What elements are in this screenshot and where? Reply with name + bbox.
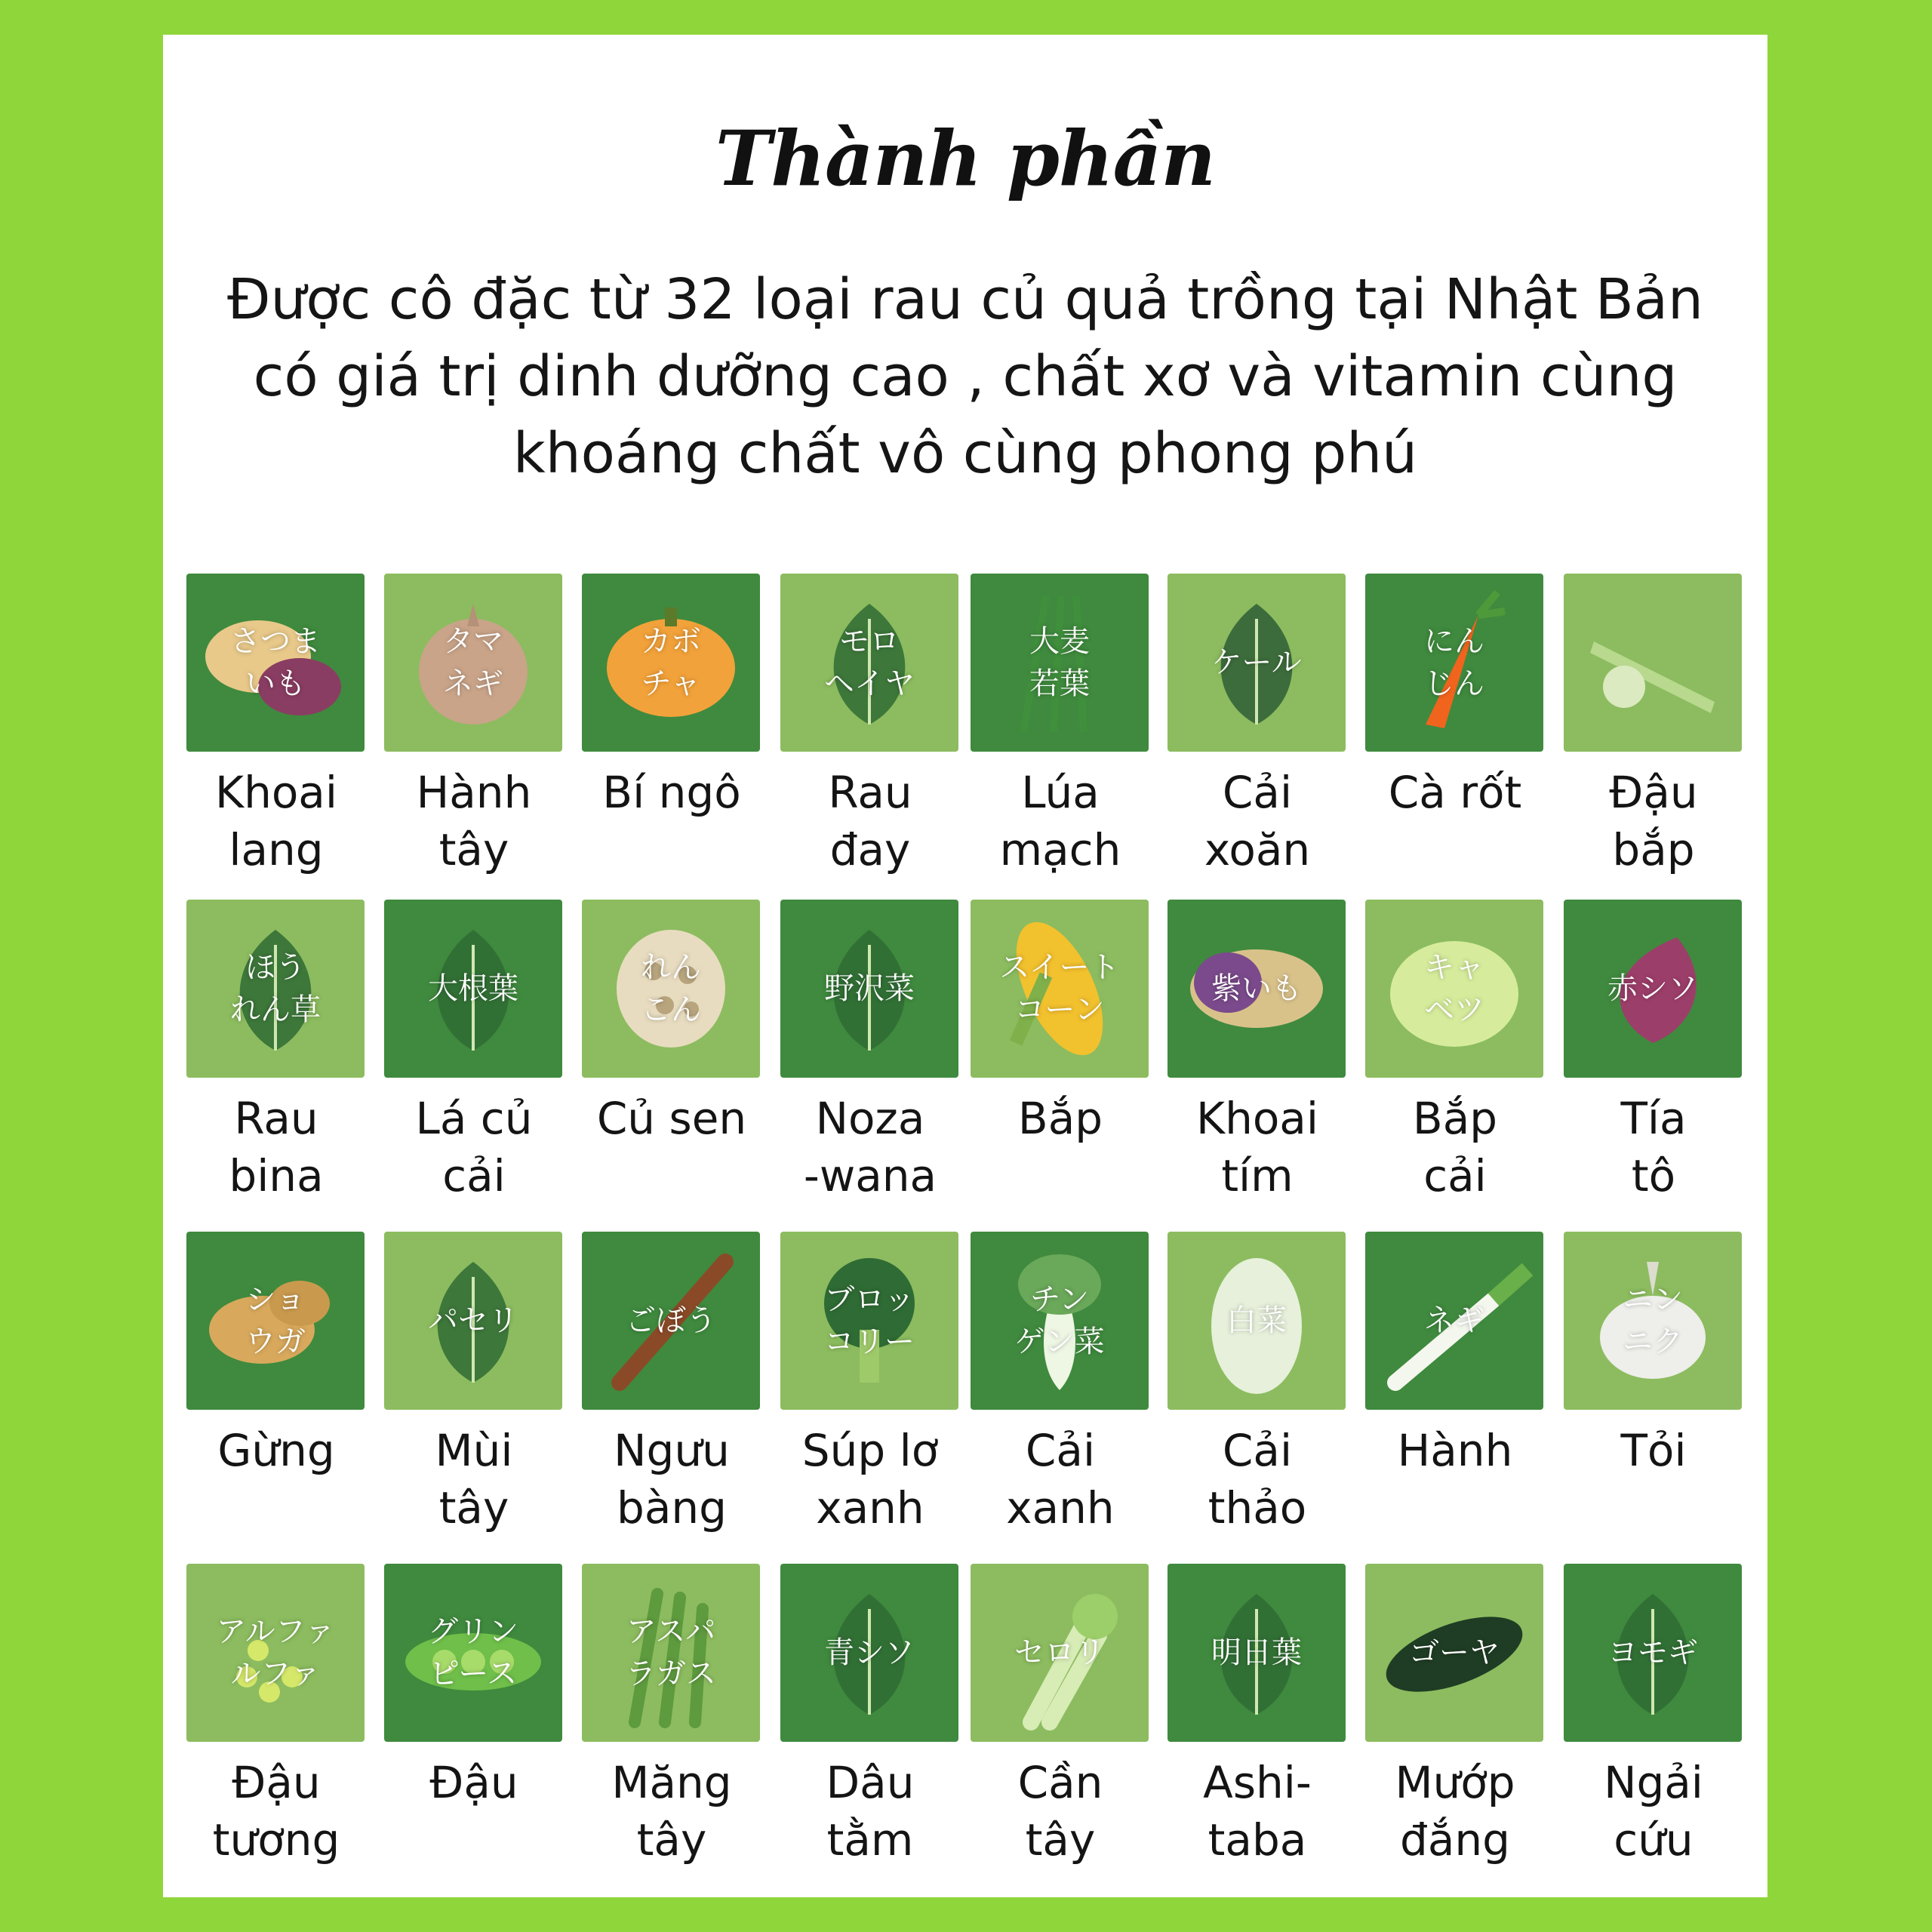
ingredient-item [780,1232,960,1556]
ingredient-item [780,574,960,898]
ingredient-item [1564,1564,1743,1888]
ingredient-item [186,900,366,1224]
ingredient-name: Đậu [429,1757,518,1808]
ingredient-item [1168,1232,1347,1556]
ingredient-item [582,574,761,898]
ingredient-tile [971,1564,1149,1742]
ingredient-item [582,1232,761,1556]
ingredient-name: Cà rốt [1388,767,1522,818]
ingredient-name: Tía tô [1620,1093,1687,1201]
ingredient-japanese-label: ほう れん草 [230,950,321,1027]
ingredient-name: Cải xoăn [1204,767,1311,875]
ingredient-name: Dâu tằm [826,1757,915,1866]
ingredient-japanese-label: モロ ヘイヤ [824,624,915,701]
ingredient-item [384,900,564,1224]
ingredient-name: Súp lơ xanh [801,1425,939,1534]
ingredient-item [384,574,564,898]
ingredient-item [1564,900,1743,1224]
ingredient-name: Lúa mạch [999,767,1121,875]
ingredient-tile [186,574,365,752]
ingredient-japanese-label: ごぼう [626,1303,716,1338]
ingredient-name: Cải xanh [1006,1425,1115,1534]
ingredient-item [1564,574,1743,898]
ingredient-japanese-label: 野沢菜 [824,971,915,1006]
ingredient-name: Hành [1397,1425,1513,1476]
ingredient-item [1168,900,1347,1224]
ingredient-name: Bắp [1017,1093,1103,1144]
ingredient-japanese-label: チン ゲン菜 [1014,1282,1105,1359]
ingredient-japanese-label: ニン ニク [1623,1282,1683,1359]
ingredient-name: Gừng [217,1425,335,1476]
ingredient-item [186,574,366,898]
ingredient-tile [1564,1564,1742,1742]
ingredient-japanese-label: キャ ベツ [1424,950,1484,1027]
ingredient-item [971,574,1150,898]
ingredient-item [582,1564,761,1888]
ingredient-tile [186,1232,365,1410]
ingredient-item [780,1564,960,1888]
ingredient-tile [780,1564,958,1742]
ingredient-name: Đậu tương [212,1757,340,1866]
ingredient-item [384,1232,564,1556]
ingredient-item [1365,1564,1545,1888]
ingredient-name: Rau đay [828,767,912,875]
ingredient-japanese-label: れん こん [641,950,701,1027]
ingredient-japanese-label: ショ ウガ [245,1282,306,1359]
ingredient-name: Cần tây [1017,1757,1103,1866]
ingredient-japanese-label: 紫いも [1211,971,1302,1006]
ingredient-name: Khoai lang [215,767,337,875]
ingredient-tile [1564,900,1742,1078]
ingredient-japanese-label: アスパ ラガス [626,1614,716,1691]
ingredient-name: Ashi- taba [1203,1757,1312,1866]
ingredient-japanese-label: ブロッ コリー [824,1282,915,1359]
ingredient-name: Rau bina [229,1093,324,1201]
ingredient-name: Hành tây [416,767,532,875]
ingredient-japanese-label: ヨモギ [1607,1635,1698,1670]
ingredient-name: Ngưu bàng [614,1425,730,1534]
ingredient-tile [1365,1232,1543,1410]
ingredient-japanese-label: 青シソ [824,1635,915,1670]
ingredient-japanese-label: 大麦 若葉 [1029,624,1090,701]
ingredient-japanese-label: パセリ [428,1303,518,1338]
ingredient-name: Tỏi [1620,1425,1687,1476]
ingredient-tile [1168,1232,1346,1410]
ingredient-name: Bắp cải [1412,1093,1498,1201]
ingredient-japanese-label: ケール [1211,645,1302,680]
ingredient-tile [1168,574,1346,752]
ingredient-name: Mùi tây [435,1425,513,1534]
ingredient-item [1365,900,1545,1224]
ingredient-japanese-label: にん じん [1424,624,1484,701]
ingredient-japanese-label [1571,574,1734,752]
ingredient-tile [1365,900,1543,1078]
ingredient-item [971,900,1150,1224]
ingredient-name: Cải thảo [1208,1425,1307,1534]
ingredient-japanese-label: 白菜 [1226,1303,1287,1338]
ingredient-item [186,1232,366,1556]
ingredient-tile [582,900,760,1078]
ingredient-japanese-label: 大根葉 [428,971,518,1006]
ingredient-grid [186,574,1750,1872]
ingredient-name: Bí ngô [602,767,741,818]
ingredient-name: Khoai tím [1196,1093,1318,1201]
ingredient-japanese-label: ネギ [1424,1303,1484,1338]
ingredient-tile [1365,574,1543,752]
ingredient-item [1168,1564,1347,1888]
ingredient-name: Đậu bắp [1609,767,1698,875]
ingredient-tile [971,1232,1149,1410]
ingredient-tile [384,900,562,1078]
ingredient-tile [1564,1232,1742,1410]
ingredient-tile [384,1564,562,1742]
ingredient-tile [1365,1564,1543,1742]
page-title: Thành phần [715,114,1216,203]
ingredient-name: Mướp đắng [1395,1757,1515,1866]
ingredient-japanese-label: 赤シソ [1607,971,1698,1006]
ingredient-tile [1564,574,1742,752]
ingredient-japanese-label: カボ チャ [641,624,701,701]
ingredient-japanese-label: セロリ [1014,1635,1105,1670]
ingredient-tile [780,1232,958,1410]
ingredient-name: Củ sen [596,1093,747,1144]
ingredient-item [384,1564,564,1888]
ingredient-japanese-label: ゴーヤ [1409,1635,1500,1670]
ingredient-japanese-label: スイート コーン [999,950,1120,1027]
ingredient-item [1365,574,1545,898]
ingredient-tile [971,574,1149,752]
ingredient-item [971,1232,1150,1556]
ingredient-tile [186,900,365,1078]
ingredient-tile [1168,900,1346,1078]
ingredient-item [1564,1232,1743,1556]
ingredient-tile [582,574,760,752]
ingredient-item [186,1564,366,1888]
ingredient-tile [780,574,958,752]
ingredient-japanese-label: 明日葉 [1211,1635,1302,1670]
ingredient-tile [186,1564,365,1742]
ingredient-name: Măng tây [611,1757,732,1866]
ingredient-tile [582,1232,760,1410]
ingredient-tile [780,900,958,1078]
ingredient-tile [1168,1564,1346,1742]
ingredient-japanese-label: グリン ピース [428,1614,518,1691]
page-subtitle: Được cô đặc từ 32 loại rau củ quả trồng tại Nhật Bản có giá trị dinh dưỡng cao , chất xơ và vitamin cùng khoáng chất vô cùng phong phú [227,267,1703,486]
ingredient-tile [384,1232,562,1410]
ingredient-japanese-label: アルファ ルファ [216,1614,335,1691]
ingredient-item [971,1564,1150,1888]
ingredient-item [780,900,960,1224]
ingredient-item [582,900,761,1224]
ingredient-japanese-label: さつま いも [230,624,321,701]
ingredient-tile [582,1564,760,1742]
ingredient-name: Noza -wana [803,1093,937,1201]
ingredient-name: Ngải cứu [1604,1757,1703,1866]
ingredient-item [1168,574,1347,898]
ingredient-tile [384,574,562,752]
ingredient-tile [971,900,1149,1078]
ingredients-card [163,35,1767,1897]
ingredient-japanese-label: タマ ネギ [443,624,503,701]
ingredient-name: Lá củ cải [415,1093,533,1201]
ingredient-item [1365,1232,1545,1556]
